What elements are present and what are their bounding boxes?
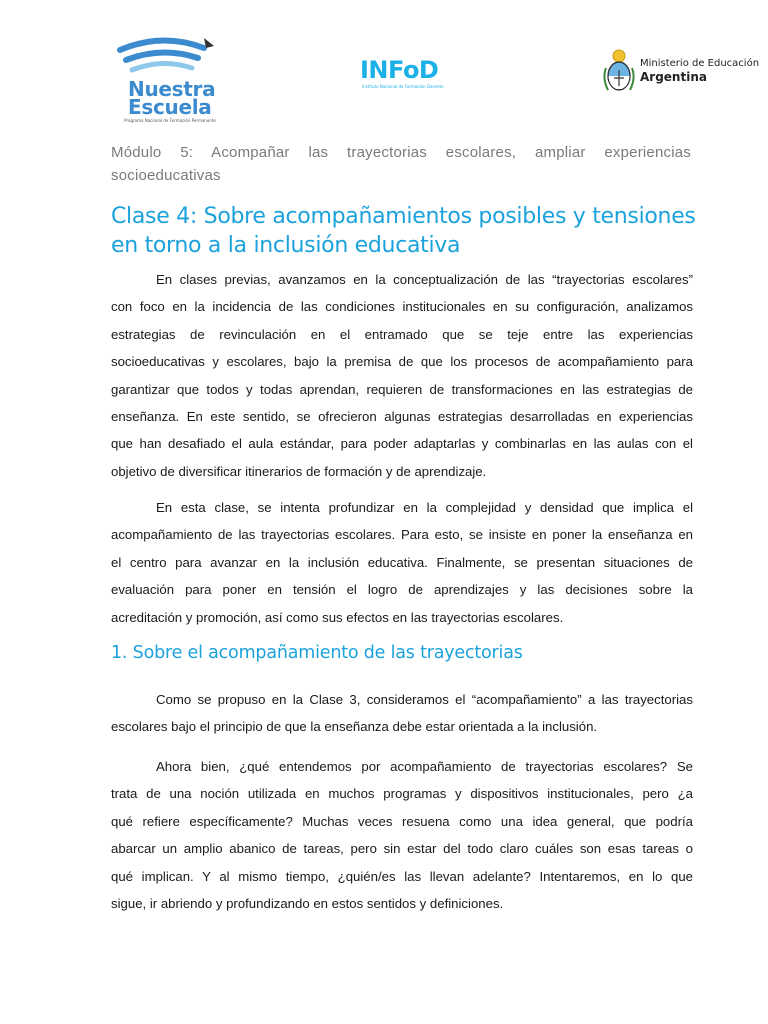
nuestra-escuela-arcs-icon [112, 36, 224, 80]
paragraph-1: En clases previas, avanzamos en la conceptualización de las “trayectorias escolares” con foco en la incidencia de las condiciones institucionales en su configuración, analizamos estrategias de revinculación en el entramado que se teje entre las experiencias socioeducativas y escolares, bajo la premisa de que los procesos de acompañamiento para garantizar que todos y todas aprendan, requieren de transformaciones en las estrategias de enseñanza. En este sentido, se ofrecieron algunas estrategias desarrolladas en experiencias que han desafiado el aula estándar, para poder adaptarlas y combinarlas en las aulas con el objetivo de diversificar itinerarios de formación y de aprendizaje. [111, 272, 693, 479]
nuestra-escuela-wordmark: Nuestra Escuela [128, 77, 216, 119]
infod-logo [360, 56, 470, 96]
nuestra-escuela-tagline: Programa Nacional de Formación Permanente [124, 118, 216, 123]
infod-wordmark: INFoD [360, 56, 439, 84]
ministerio-logo [600, 46, 760, 96]
infod-tagline: Instituto Nacional de Formación Docente [362, 84, 444, 89]
section-paragraph-1: Como se propuso en la Clase 3, consideramos el “acompañamiento” a las trayectorias escolares bajo el principio de que la enseñanza debe estar orientada a la inclusión. [111, 692, 693, 735]
module-label: Módulo 5: Acompañar las trayectorias escolares, ampliar experiencias socioeducativas [111, 144, 691, 184]
ministerio-name: Ministerio de Educación [640, 58, 760, 69]
section-paragraph-2: Ahora bien, ¿qué entendemos por acompañamiento de trayectorias escolares? Se trata de una noción utilizada en muchos programas y dispositivos institucionales, pero ¿a qué refiere específicamente? Muchas veces resuena como una idea general, que podría abarcar un amplio abanico de tareas, pero sin estar del todo claro cuáles son esas tareas o qué implican. Y al mismo tiempo, ¿quién/es las llevan adelante? Intentaremos, en lo que sigue, ir abriendo y profundizando en estos sentidos y definiciones. [111, 759, 693, 912]
ministerio-country: Argentina [640, 70, 707, 84]
section-heading: 1. Sobre el acompañamiento de las trayectorias [111, 643, 523, 663]
national-coat-of-arms-icon [602, 48, 636, 94]
class-title: Clase 4: Sobre acompañamientos posibles y tensiones en torno a la inclusión educativa [111, 204, 696, 258]
paragraph-2: En esta clase, se intenta profundizar en la complejidad y densidad que implica el acompañamiento de las trayectorias escolares. Para esto, se insiste en poner la enseñanza en el centro para avanzar en la inclusión educativa. Finalmente, se presentan situaciones de evaluación para poner en tensión el logro de aprendizajes y las decisiones sobre la acreditación y promoción, así como sus efectos en las trayectorias escolares. [111, 500, 693, 625]
nuestra-escuela-logo [112, 36, 224, 126]
